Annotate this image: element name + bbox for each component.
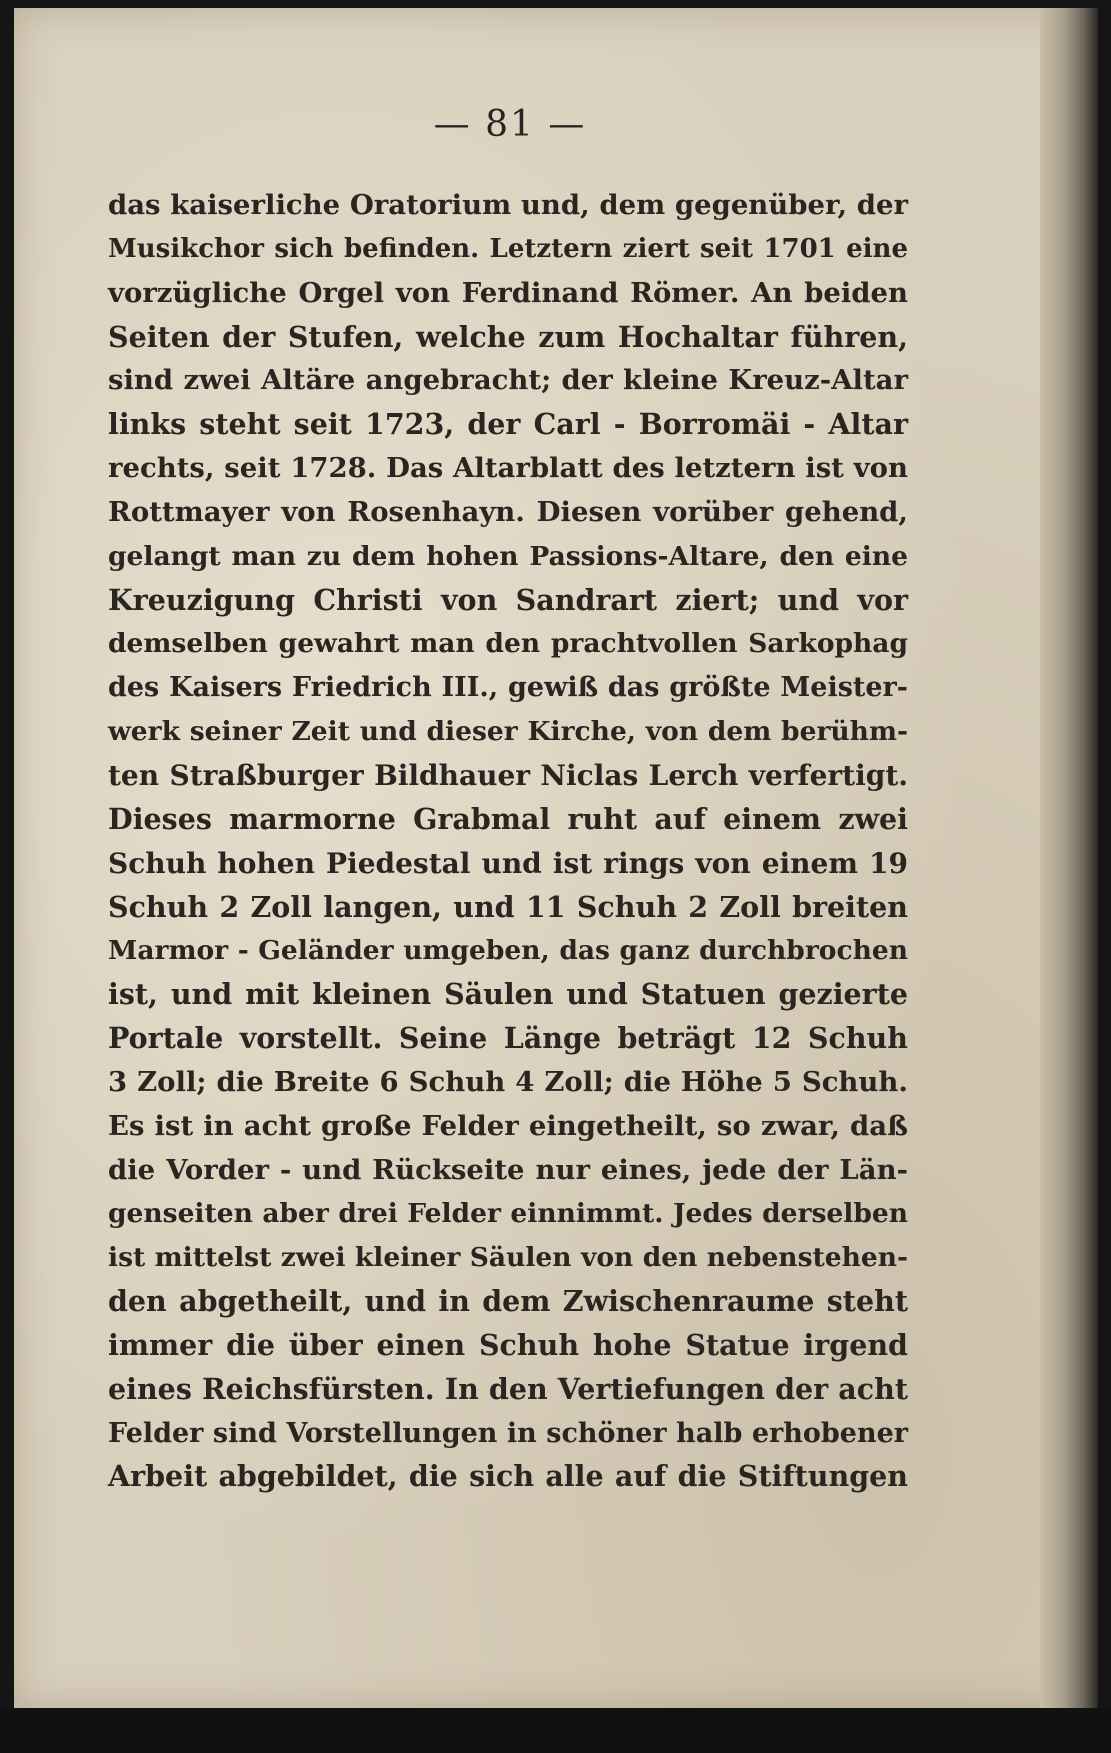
text-line-8: Rottmayer von Rosenhayn. Diesen vorüber gehend, [108,495,908,528]
text-line-7: rechts, seit 1728. Das Altarblatt des letztern ist von [108,452,908,485]
text-line-30: Arbeit abgebildet, die sich alle auf die Stiftungen [108,1459,908,1494]
text-line-5: sind zwei Altäre angebracht; der kleine Kreuz-Altar [108,364,908,397]
scan-bottom-border [0,1708,1111,1753]
text-line-1: das kaiserliche Oratorium und, dem gegenüber, der [108,189,908,221]
text-line-15: Dieses marmorne Grabmal ruht auf einem zwei [108,801,908,836]
text-line-10: Kreuzigung Christi von Sandrart ziert; und vor [108,582,908,617]
text-line-11: demselben gewahrt man den prachtvollen Sarkophag [108,628,908,660]
text-line-18: Marmor - Geländer umgeben, das ganz durchbrochen [108,935,908,967]
text-line-26: den abgetheilt, und in dem Zwischenraume steht [108,1284,908,1319]
text-line-3: vorzügliche Orgel von Ferdinand Römer. An beiden [108,276,908,309]
text-line-28: eines Reichsfürsten. In den Vertiefungen der acht [108,1371,908,1406]
text-line-12: des Kaisers Friedrich III., gewiß das größte Meister- [108,672,908,704]
text-line-9: gelangt man zu dem hohen Passions-Altare, den eine [108,540,908,572]
text-line-17: Schuh 2 Zoll langen, und 11 Schuh 2 Zoll breiten [108,889,908,924]
text-line-21: 3 Zoll; die Breite 6 Schuh 4 Zoll; die Höhe 5 Schuh. [108,1065,908,1098]
text-line-23: die Vorder - und Rückseite nur eines, jede der Län- [108,1153,908,1186]
text-line-19: ist, und mit kleinen Säulen und Statuen gezierte [108,977,908,1012]
text-line-20: Portale vorstellt. Seine Länge beträgt 12 Schuh [108,1021,908,1056]
text-line-6: links steht seit 1723, der Carl - Borromäi - Altar [108,407,908,442]
text-line-2: Musikchor sich befinden. Letztern ziert seit 1701 eine [108,233,908,264]
text-line-14: ten Straßburger Bildhauer Niclas Lerch verfertigt. [108,758,908,792]
text-line-29: Felder sind Vorstellungen in schöner halb erhobener [108,1417,908,1449]
text-line-22: Es ist in acht große Felder eingetheilt, so zwar, daß [108,1109,908,1142]
text-line-16: Schuh hohen Piedestal und ist rings von einem 19 [108,846,908,880]
text-line-24: genseiten aber drei Felder einnimmt. Jedes derselben [108,1198,908,1230]
text-line-25: ist mittelst zwei kleiner Säulen von den nebenstehen- [108,1242,908,1274]
page-number-header: — 81 — [433,104,587,145]
text-line-13: werk seiner Zeit und dieser Kirche, von dem berühm- [108,716,908,748]
book-binding-edge [1040,8,1098,1708]
text-line-27: immer die über einen Schuh hohe Statue irgend [108,1327,908,1362]
body-text [108,184,908,1499]
text-line-4: Seiten der Stufen, welche zum Hochaltar führen, [108,319,908,354]
